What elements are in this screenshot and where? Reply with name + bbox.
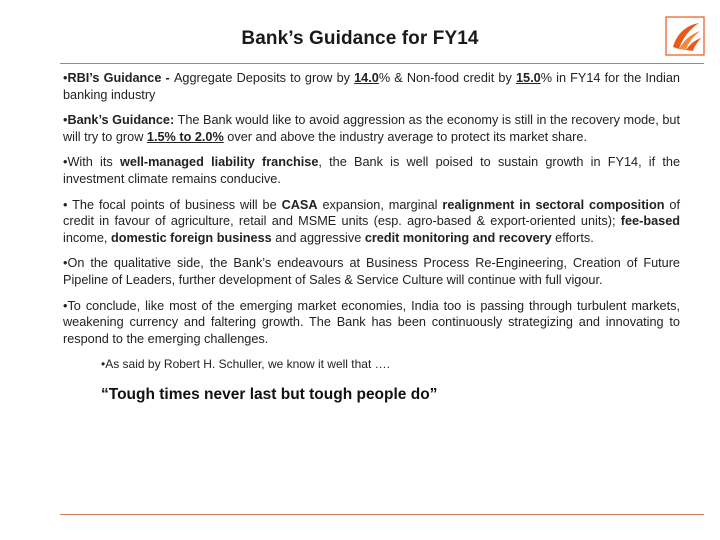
bullet: • (101, 357, 106, 372)
quote-intro-text: As said by Robert H. Schuller, we know it well that …. (105, 357, 390, 372)
bottom-divider (60, 514, 704, 515)
liability-text-2: , the Bank is well poised to sustain growth in FY14, if the investment climate remains conducive. (63, 155, 680, 186)
top-divider (60, 63, 704, 64)
bullet: • (63, 113, 68, 128)
bullet: • (63, 298, 68, 313)
growth-range-value: 1.5% to 2.0% (146, 129, 224, 144)
bank-text-2: over and above the industry average to protect its market share. (223, 129, 587, 144)
fee-based-highlight: fee-based (620, 214, 680, 229)
credit-monitoring-highlight: credit monitoring and recovery (364, 230, 552, 245)
focal-text-4: income, (63, 230, 111, 245)
bank-of-baroda-logo-icon (665, 16, 705, 56)
bank-guidance-point (63, 112, 680, 145)
focal-text-6: efforts. (551, 230, 594, 245)
rbi-guidance-label: RBI’s Guidance - (67, 71, 174, 85)
credit-growth-value: 15.0 (515, 71, 541, 85)
bullet: • (63, 197, 68, 212)
liability-franchise-highlight: well-managed liability franchise (119, 155, 319, 170)
liability-franchise-point (63, 154, 680, 187)
rbi-text-1: Aggregate Deposits to grow by (173, 71, 355, 85)
guidance-content (63, 70, 680, 404)
deposit-growth-value: 14.0 (354, 71, 379, 85)
liability-text-1: With its (67, 155, 120, 170)
bullet: • (63, 256, 68, 271)
quote-intro (101, 356, 680, 373)
focal-points-point (63, 197, 680, 247)
bullet: • (63, 155, 68, 170)
foreign-business-highlight: domestic foreign business (110, 230, 272, 245)
bank-guidance-label: Bank’s Guidance: (67, 113, 175, 128)
conclusion-point (63, 298, 680, 348)
casa-highlight: CASA (281, 197, 318, 212)
quote-text: “Tough times never last but tough people do” (101, 385, 438, 403)
qualitative-point (63, 255, 680, 288)
qualitative-text: On the qualitative side, the Bank’s endeavours at Business Process Re-Engineering, Creation of Future Pipeline of Leaders, further development of Sales & Service Culture will continue with full vigour. (63, 256, 680, 287)
realignment-highlight: realignment in sectoral composition (442, 197, 665, 212)
focal-text-5: and aggressive (271, 230, 365, 245)
bullet: • (63, 71, 68, 85)
focal-text-1: The focal points of business will be (67, 197, 282, 212)
focal-text-3: of credit in favour of agriculture, retail and MSME units (esp. agro-based & export-oriented units); (63, 197, 680, 229)
rbi-text-3: % in FY14 for the Indian banking industry (63, 71, 680, 102)
bank-text-1: The Bank would like to avoid aggression as the economy is still in the recovery mode, but will try to grow (63, 113, 680, 144)
rbi-text-2: % & Non-food credit by (378, 71, 516, 85)
focal-text-2: expansion, marginal (317, 197, 443, 212)
conclusion-text: To conclude, like most of the emerging market economies, India too is passing through turbulent markets, weakening currency and faltering growth. The Bank has been continuously strategizing and innovating to respond to the emerging challenges. (63, 298, 680, 346)
page-title: Bank’s Guidance for FY14 (241, 28, 479, 49)
rbi-guidance-point (63, 70, 680, 103)
